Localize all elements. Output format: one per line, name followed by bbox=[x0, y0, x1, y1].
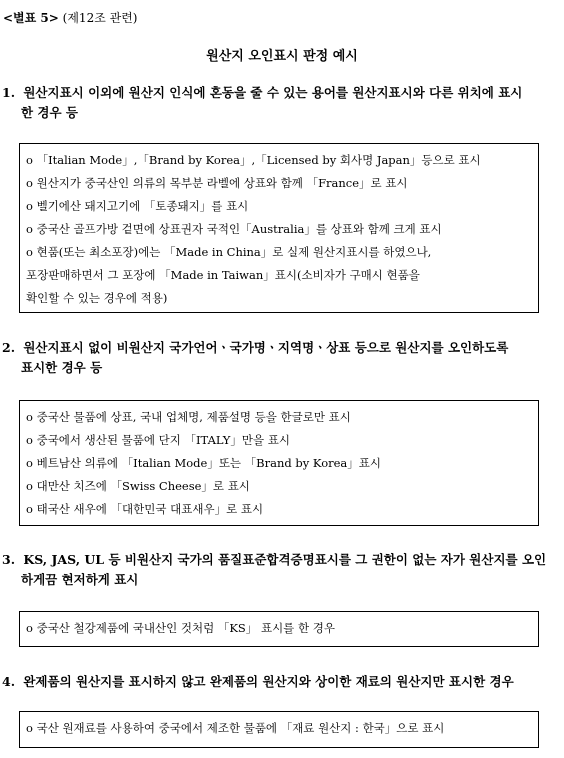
section-4-heading bbox=[2, 672, 558, 692]
section-number: 1. bbox=[2, 85, 16, 100]
list-item: o 베트남산 의류에 「Italian Mode」또는 「Brand by Korea」표시 bbox=[26, 456, 382, 470]
annex-tag: <별표 5> bbox=[3, 11, 59, 25]
section-1-heading bbox=[2, 83, 558, 123]
list-item-continuation: 포장판매하면서 그 포장에 「Made in Taiwan」표시(소비자가 구매시 현품을 bbox=[26, 268, 420, 282]
annex-header bbox=[3, 9, 137, 26]
section-number: 3. bbox=[2, 552, 16, 567]
list-item: o 「Italian Mode」,「Brand by Korea」,「Licensed by 회사명 Japan」등으로 표시 bbox=[26, 153, 481, 167]
list-item: o 현품(또는 최소포장)에는 「Made in China」로 실제 원산지표시를 하였으나, bbox=[26, 245, 432, 259]
list-item: o 중국산 철강제품에 국내산인 것처럼 「KS」 표시를 한 경우 bbox=[26, 621, 335, 635]
section-number: 4. bbox=[2, 674, 16, 689]
list-item: o 원산지가 중국산인 의류의 목부분 라벨에 상표와 함께 「France」로 표시 bbox=[26, 176, 408, 190]
section-2-box bbox=[19, 400, 539, 526]
section-4-box bbox=[19, 711, 539, 748]
list-item-continuation: 확인할 수 있는 경우에 적용) bbox=[26, 291, 168, 305]
list-item: o 벨기에산 돼지고기에 「토종돼지」를 표시 bbox=[26, 199, 249, 213]
section-heading-line: 원산지표시 이외에 원산지 인식에 혼동을 줄 수 있는 용어를 원산지표시와 다른 위치에 표시 bbox=[23, 85, 523, 100]
section-heading-line: 완제품의 원산지를 표시하지 않고 완제품의 원산지와 상이한 재료의 원산지만 표시한 경우 bbox=[23, 674, 514, 689]
section-heading-line: 원산지표시 없이 비원산지 국가언어ㆍ국가명ㆍ지역명ㆍ상표 등으로 원산지를 오인하도록 bbox=[23, 340, 509, 355]
section-1-box bbox=[19, 143, 539, 313]
list-item: o 중국에서 생산된 물품에 단지 「ITALY」만을 표시 bbox=[26, 433, 290, 447]
section-heading-continuation: 한 경우 등 bbox=[21, 105, 79, 120]
list-item: o 중국산 골프가방 겉면에 상표권자 국적인「Australia」를 상표와 함께 크게 표시 bbox=[26, 222, 442, 236]
list-item: o 대만산 치즈에 「Swiss Cheese」로 표시 bbox=[26, 479, 250, 493]
list-item: o 중국산 물품에 상표, 국내 업체명, 제품설명 등을 한글로만 표시 bbox=[26, 410, 351, 424]
section-number: 2. bbox=[2, 340, 16, 355]
page-title: 원산지 오인표시 판정 예시 bbox=[206, 49, 358, 64]
section-2-heading bbox=[2, 338, 558, 378]
section-heading-line: KS, JAS, UL 등 비원산지 국가의 품질표준합격증명표시를 그 권한이 없는 자가 원산지를 오인 bbox=[23, 552, 547, 567]
section-heading-continuation: 표시한 경우 등 bbox=[21, 360, 103, 375]
section-3-heading bbox=[2, 550, 558, 590]
section-heading-continuation: 하게끔 현저하게 표시 bbox=[21, 572, 139, 587]
section-3-box bbox=[19, 611, 539, 647]
list-item: o 태국산 새우에 「대한민국 대표새우」로 표시 bbox=[26, 502, 264, 516]
list-item: o 국산 원재료를 사용하여 중국에서 제조한 물품에 「재료 원산지 : 한국」으로 표시 bbox=[26, 721, 445, 735]
annex-reference: (제12조 관련) bbox=[62, 11, 138, 25]
